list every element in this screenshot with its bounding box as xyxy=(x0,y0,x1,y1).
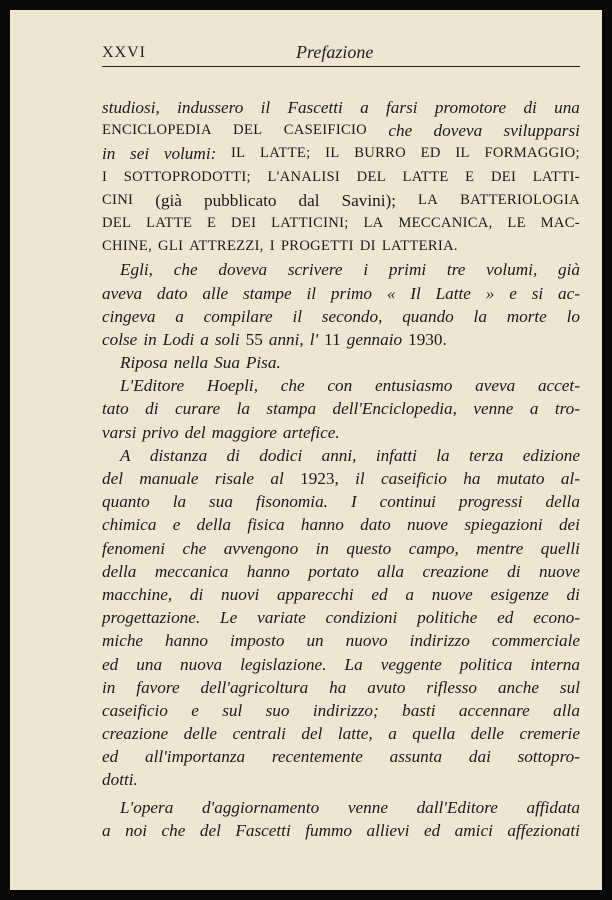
text-line xyxy=(102,606,580,629)
text-word: hanno xyxy=(300,515,344,535)
text-word: promotore xyxy=(434,98,507,117)
text-word: e xyxy=(509,283,517,303)
text-line xyxy=(102,583,580,606)
text-word: politica xyxy=(459,654,513,674)
text-word: stampe xyxy=(242,283,292,303)
text-word: campo, xyxy=(408,538,459,558)
text-word: del xyxy=(301,724,323,744)
text-word: caseificio xyxy=(102,700,168,720)
text-word: miche xyxy=(102,631,144,651)
text-line xyxy=(102,537,580,560)
text-word: edizione xyxy=(522,445,580,465)
text-word: a xyxy=(102,820,111,840)
text-line xyxy=(102,796,580,819)
text-word: quella xyxy=(412,724,456,744)
text-line xyxy=(102,653,580,676)
text-word: nuova xyxy=(180,654,223,674)
text-word: della xyxy=(196,515,232,535)
text-word: farsi xyxy=(386,98,418,117)
text-word: un xyxy=(306,631,324,651)
text-word: allievi xyxy=(366,820,410,840)
text-word: di xyxy=(523,98,537,117)
text-word: affidata xyxy=(526,797,580,817)
text-word: dell'agricoltura xyxy=(200,677,309,697)
text-word: maggiore xyxy=(211,422,277,442)
text-word: scrivere xyxy=(287,260,343,280)
text-word: BURRO xyxy=(354,145,406,162)
text-word: tato xyxy=(102,399,129,419)
text-word: quanto xyxy=(102,492,150,512)
text-word: LATTE xyxy=(402,168,449,185)
text-word: econo- xyxy=(533,608,580,628)
text-word: dotti. xyxy=(102,770,138,790)
text-word: continui xyxy=(379,492,436,512)
text-word: portato xyxy=(308,561,359,581)
text-word: nuove xyxy=(431,584,473,604)
text-word: a xyxy=(388,724,397,744)
text-word: DI xyxy=(359,238,376,255)
text-word: fummo xyxy=(305,820,353,840)
text-word: con xyxy=(327,376,353,396)
text-word: L'Editore xyxy=(120,376,185,396)
text-word: ha xyxy=(463,469,481,488)
text-word: FORMAGGIO; xyxy=(484,145,580,162)
text-word: DEI xyxy=(490,168,517,185)
text-word: I xyxy=(102,168,108,185)
text-word: macchine, xyxy=(102,584,173,604)
text-word: privo xyxy=(142,422,179,442)
text-line xyxy=(102,166,580,189)
text-word: Le xyxy=(220,608,238,628)
text-word: LA xyxy=(418,191,439,208)
text-word: delle xyxy=(183,724,218,744)
text-word: di xyxy=(507,561,521,581)
text-word: amici xyxy=(454,820,493,840)
text-word: CHINE, xyxy=(102,238,153,255)
text-word: aveva xyxy=(102,283,143,303)
text-word: al xyxy=(270,469,284,488)
text-word: all'importanza xyxy=(144,747,246,767)
text-word: il xyxy=(292,306,303,326)
text-word: favore xyxy=(136,677,180,697)
text-word: basti xyxy=(402,700,436,720)
text-word: latte, xyxy=(337,724,373,744)
text-word: studiosi, xyxy=(102,98,160,117)
text-word: dato xyxy=(360,515,391,535)
text-word: assunta xyxy=(389,747,443,767)
text-word: in xyxy=(102,144,116,164)
text-word: di xyxy=(226,445,240,465)
text-word: » xyxy=(485,283,495,303)
text-word: L'opera xyxy=(120,797,174,817)
text-word: in xyxy=(143,329,157,349)
text-line xyxy=(102,768,580,791)
text-word: ac- xyxy=(558,283,580,303)
text-word: DEL xyxy=(102,214,132,231)
text-word: di xyxy=(566,584,580,604)
text-word: IL xyxy=(231,145,246,162)
text-line xyxy=(102,745,580,768)
text-word: sul xyxy=(222,700,243,720)
text-line xyxy=(102,490,580,513)
text-word: che xyxy=(173,260,198,280)
text-word: tro- xyxy=(554,399,580,419)
text-word: alle xyxy=(202,283,229,303)
text-word: La xyxy=(344,654,363,674)
text-word: già xyxy=(558,260,580,280)
text-line xyxy=(102,374,580,397)
text-word: LE xyxy=(507,214,526,231)
text-word: alla xyxy=(377,561,405,581)
text-word: veggente xyxy=(380,654,442,674)
text-word: colse xyxy=(102,329,138,349)
text-word: anche xyxy=(497,677,539,697)
text-word: nuove xyxy=(407,515,449,535)
text-word: quelli xyxy=(540,538,580,558)
text-word: l' xyxy=(309,329,319,349)
text-word: LA xyxy=(363,214,384,231)
text-word: della xyxy=(545,492,580,512)
text-word: sottopro- xyxy=(517,747,580,767)
text-word: e xyxy=(191,700,199,720)
text-word: il xyxy=(260,98,271,117)
text-word: nuovo xyxy=(345,631,388,651)
text-word: DEL xyxy=(233,122,263,139)
text-word: che xyxy=(161,820,186,840)
book-page xyxy=(10,10,602,890)
text-word: Savini); xyxy=(341,190,396,210)
text-word: LATTE xyxy=(146,214,193,231)
text-word: la xyxy=(436,445,450,465)
text-word: CINI xyxy=(102,191,134,208)
text-line xyxy=(102,328,580,351)
text-word: i xyxy=(363,260,369,280)
text-word: 55 xyxy=(245,329,263,349)
text-word: Riposa xyxy=(120,353,168,373)
text-word: ENCICLOPEDIA xyxy=(102,122,212,139)
text-word: cingeva xyxy=(102,306,156,326)
text-word: hanno xyxy=(165,631,209,651)
text-word: Hoepli, xyxy=(206,376,258,396)
text-word: recentemente xyxy=(271,747,363,767)
text-word: 1930. xyxy=(408,329,447,349)
text-word: CASEIFICIO xyxy=(283,122,368,139)
text-word: svilupparsi xyxy=(503,121,580,141)
text-word: ED xyxy=(420,145,441,162)
text-line xyxy=(102,467,580,490)
text-word: a xyxy=(405,584,414,604)
text-word: aveva xyxy=(475,376,516,396)
text-word: la xyxy=(473,306,487,326)
text-word: legislazione. xyxy=(240,654,327,674)
text-word: volumi: xyxy=(163,144,217,164)
text-word: questo xyxy=(346,538,392,558)
text-word: SOTTOPRODOTTI; xyxy=(123,168,251,185)
text-word: dell'Enciclopedia, xyxy=(332,399,457,419)
text-word: doveva xyxy=(218,260,268,280)
text-line xyxy=(102,235,580,258)
text-word: LATTI- xyxy=(532,168,580,185)
text-word: artefice. xyxy=(282,422,340,442)
text-line xyxy=(102,305,580,328)
text-word: dal xyxy=(298,190,320,210)
text-word: dei xyxy=(558,515,580,535)
text-line xyxy=(102,397,580,420)
text-word: Sua xyxy=(214,353,240,373)
text-word: MECCANICA, xyxy=(398,214,493,231)
text-word: mentre xyxy=(476,538,524,558)
text-line xyxy=(102,189,580,212)
text-word: dai xyxy=(468,747,491,767)
text-word: tre xyxy=(446,260,466,280)
text-word: del xyxy=(199,820,221,840)
text-line xyxy=(102,722,580,745)
text-word: 1923, xyxy=(300,469,339,488)
text-line xyxy=(102,212,580,235)
text-word: volumi, xyxy=(486,260,538,280)
text-word: I xyxy=(269,238,275,255)
text-word: alla xyxy=(553,700,580,720)
text-word: in xyxy=(315,538,329,558)
text-word: morte xyxy=(506,306,547,326)
text-word: dato xyxy=(156,283,188,303)
text-word: dall'Editore xyxy=(416,797,498,817)
text-word: dodici xyxy=(259,445,303,465)
text-word: ed xyxy=(102,747,119,767)
body-text xyxy=(102,96,580,842)
text-word: indirizzo; xyxy=(312,700,379,720)
text-word: chimica xyxy=(102,515,157,535)
text-word: hanno xyxy=(246,561,290,581)
text-word: indirizzo xyxy=(409,631,470,651)
text-word: a xyxy=(360,98,369,117)
text-word: doveva xyxy=(433,121,483,141)
text-word: venne xyxy=(473,399,514,419)
text-word: suo xyxy=(265,700,290,720)
text-word: si xyxy=(531,283,544,303)
text-line xyxy=(102,676,580,699)
text-word: compilare xyxy=(203,306,273,326)
text-word: fisica xyxy=(247,515,285,535)
text-word: cremerie xyxy=(519,724,580,744)
text-word: LATTICINI; xyxy=(271,214,349,231)
text-line xyxy=(102,560,580,583)
text-word: della xyxy=(102,561,137,581)
text-word: terza xyxy=(468,445,504,465)
text-word: manuale xyxy=(139,469,199,488)
text-word: imposto xyxy=(230,631,285,651)
text-line xyxy=(102,119,580,142)
text-word: LATTE; xyxy=(260,145,311,162)
text-word: commerciale xyxy=(491,631,580,651)
text-line xyxy=(102,96,580,119)
text-word: fenomeni xyxy=(102,538,166,558)
text-word: risale xyxy=(214,469,255,488)
text-word: indussero xyxy=(177,98,244,117)
text-word: ATTREZZI, xyxy=(189,238,264,255)
text-word: politiche xyxy=(417,608,478,628)
text-word: anni, xyxy=(268,329,304,349)
text-word: DEL xyxy=(356,168,386,185)
text-word: a xyxy=(175,306,184,326)
text-word: soli xyxy=(214,329,240,349)
text-word: esigenze xyxy=(490,584,549,604)
text-word: MAC- xyxy=(540,214,580,231)
text-word: caseificio xyxy=(381,469,447,488)
text-word: varsi xyxy=(102,422,137,442)
text-word: riflesso xyxy=(426,677,478,697)
text-word: ed xyxy=(371,584,388,604)
text-word: del xyxy=(102,469,123,488)
text-word: la xyxy=(236,399,250,419)
text-word: curare xyxy=(174,399,221,419)
text-word: noi xyxy=(125,820,148,840)
text-word: E xyxy=(207,214,217,231)
text-word: pubblicato xyxy=(203,190,277,210)
text-word: A xyxy=(120,445,131,465)
text-word: avvengono xyxy=(223,538,299,558)
text-word: meccanica xyxy=(154,561,229,581)
text-word: a xyxy=(529,399,539,419)
text-word: anni, xyxy=(321,445,357,465)
text-word: nella xyxy=(173,353,209,373)
text-word: di xyxy=(189,584,204,604)
text-word: (già xyxy=(155,190,182,210)
text-word: avuto xyxy=(367,677,406,697)
text-word: Latte xyxy=(435,283,471,303)
text-word: DEI xyxy=(231,214,257,231)
text-line xyxy=(102,629,580,652)
text-word: quando xyxy=(402,306,454,326)
text-word: PROGETTI xyxy=(280,238,354,255)
text-line xyxy=(102,282,580,305)
text-word: « xyxy=(386,283,396,303)
text-word: variate xyxy=(257,608,306,628)
text-word: Lodi xyxy=(162,329,195,349)
text-word: che xyxy=(280,376,305,396)
text-line xyxy=(102,444,580,467)
text-word: secondo, xyxy=(321,306,383,326)
text-word: il xyxy=(306,283,317,303)
text-word: ed xyxy=(102,654,119,674)
text-word: creazione xyxy=(422,561,489,581)
text-word: I xyxy=(350,492,357,512)
text-word: Fascetti xyxy=(287,98,343,117)
text-word: progressi xyxy=(458,492,523,512)
text-word: E xyxy=(465,168,475,185)
text-line xyxy=(102,421,580,444)
text-word: creazione xyxy=(102,724,169,744)
text-word: d'aggiornamento xyxy=(201,797,320,817)
text-word: interna xyxy=(530,654,580,674)
text-word: BATTERIOLOGIA xyxy=(460,191,580,208)
text-word: Il xyxy=(410,283,421,303)
text-word: lo xyxy=(566,306,580,326)
text-word: ed xyxy=(497,608,514,628)
text-word: Egli, xyxy=(120,260,153,280)
text-word: distanza xyxy=(149,445,208,465)
text-word: mutato xyxy=(496,469,545,488)
text-line xyxy=(102,142,580,165)
text-word: accennare xyxy=(458,700,530,720)
page-number: XXVI xyxy=(102,44,146,61)
text-line xyxy=(102,699,580,722)
text-word: la xyxy=(172,492,187,512)
text-word: che xyxy=(388,121,413,141)
text-word: sua xyxy=(209,492,233,512)
text-word: Fascetti xyxy=(235,820,291,840)
text-word: L'ANALISI xyxy=(267,168,341,185)
text-word: e xyxy=(172,515,181,535)
text-word: affezionati xyxy=(507,820,580,840)
text-word: spiegazioni xyxy=(464,515,543,535)
text-word: a xyxy=(200,329,209,349)
text-word: accet- xyxy=(537,376,580,396)
text-word: una xyxy=(136,654,163,674)
text-word: GLI xyxy=(158,238,184,255)
text-word: 11 xyxy=(324,329,341,349)
text-word: in xyxy=(102,677,116,697)
page-header xyxy=(102,42,580,67)
text-word: apparecchi xyxy=(276,584,354,604)
text-word: venne xyxy=(347,797,388,817)
text-word: il xyxy=(355,469,365,488)
text-word: LATTERIA. xyxy=(381,238,458,255)
text-line xyxy=(102,513,580,536)
text-word: al- xyxy=(560,469,580,488)
text-word: che xyxy=(182,538,207,558)
text-word: condizioni xyxy=(325,608,398,628)
text-word: primi xyxy=(388,260,427,280)
text-word: delle xyxy=(470,724,505,744)
text-word: gennaio xyxy=(346,329,403,349)
text-word: una xyxy=(554,98,580,117)
text-word: nuovi xyxy=(221,584,260,604)
text-word: fisonomia. xyxy=(255,492,328,512)
text-line xyxy=(102,258,580,281)
text-word: di xyxy=(145,399,159,419)
text-word: Pisa. xyxy=(245,353,281,373)
text-line xyxy=(102,819,580,842)
text-word: sul xyxy=(559,677,580,697)
text-word: primo xyxy=(330,283,372,303)
text-word: infatti xyxy=(375,445,417,465)
text-word: centrali xyxy=(232,724,286,744)
text-word: ed xyxy=(423,820,441,840)
text-word: entusiasmo xyxy=(374,376,453,396)
text-word: nuove xyxy=(538,561,580,581)
text-word: del xyxy=(184,422,206,442)
text-word: sei xyxy=(130,144,150,164)
text-word: ha xyxy=(329,677,347,697)
text-word: IL xyxy=(325,145,340,162)
running-title: Prefazione xyxy=(296,42,374,62)
text-word: stampa xyxy=(266,399,317,419)
text-line xyxy=(102,351,580,374)
text-word: IL xyxy=(455,145,470,162)
text-word: progettazione. xyxy=(102,608,201,628)
